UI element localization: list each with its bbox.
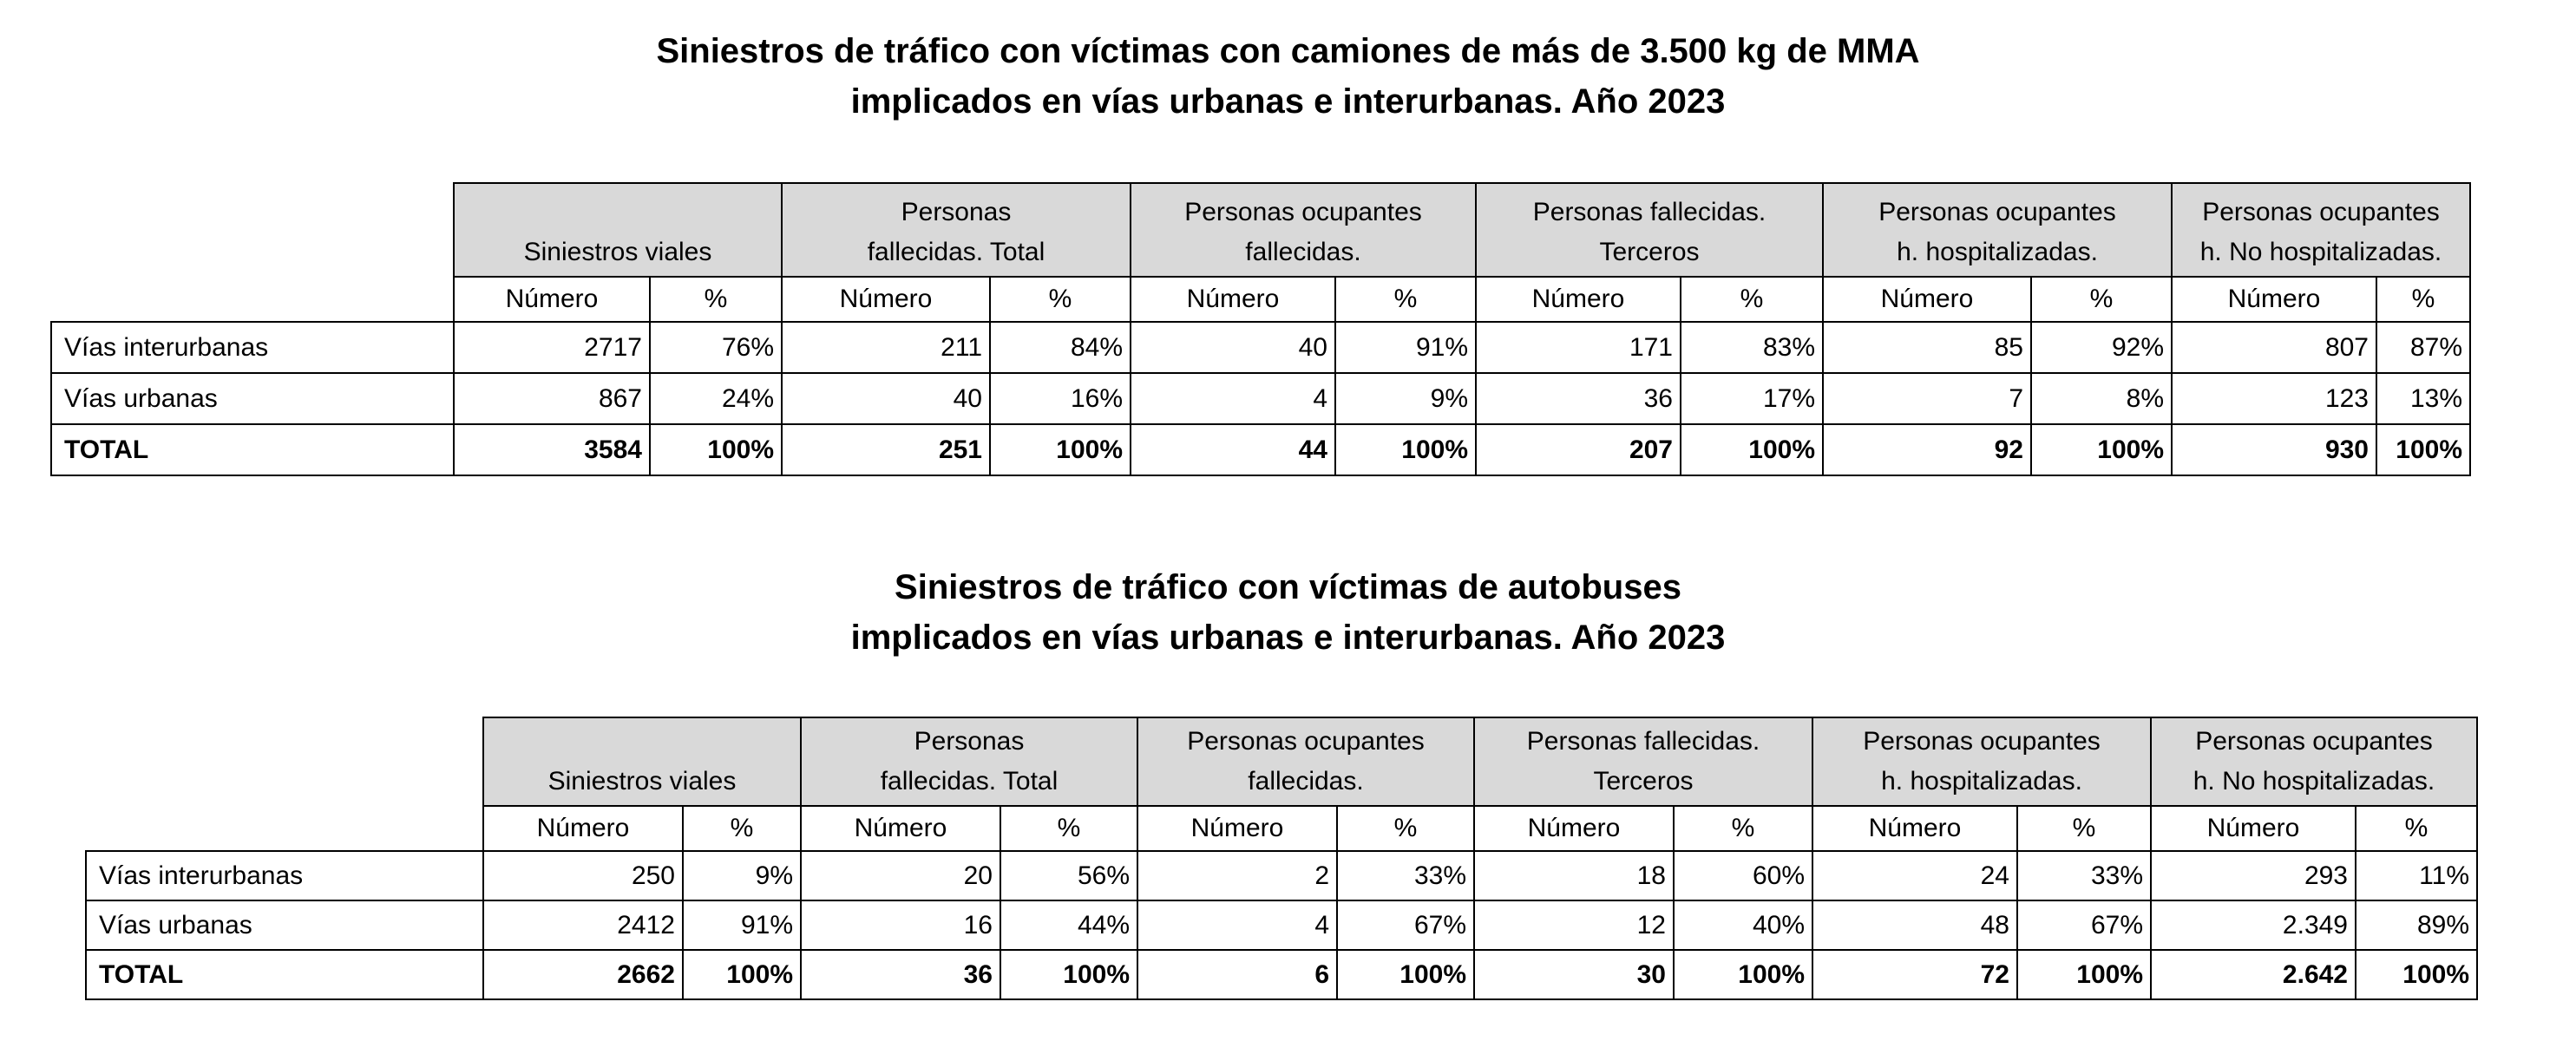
table2-subheader-numero: Número [2151,806,2356,851]
table1-cell-percent: 24% [650,373,782,424]
table1-cell-numero: 867 [454,373,650,424]
table1-cell-numero: 211 [782,322,990,373]
table1-group-fallecidas-terceros [1476,183,1823,277]
table2-group-fallecidas-total [801,717,1137,806]
table2-cell-percent: 100% [1000,950,1137,999]
table1-cell-numero: 807 [2172,322,2376,373]
table2-subheader-numero: Número [483,806,683,851]
table2-cell-numero: 30 [1474,950,1674,999]
table2-group-no-hospitalizadas [2151,717,2477,806]
table1-cell-percent: 100% [2376,424,2470,475]
table1-cell-percent: 100% [990,424,1131,475]
table1-group-hospitalizadas [1823,183,2172,277]
table2-subheader-percent: % [1337,806,1474,851]
table1-camiones [50,182,2471,476]
table1-group-2-line1: Personas ocupantes [1184,198,1422,226]
table1-cell-percent: 84% [990,322,1131,373]
table1-cell-percent: 92% [2031,322,2172,373]
table2-title-line1: Siniestros de tráfico con víctimas de autobuses [895,568,1681,606]
table2-cell-numero: 20 [801,851,1000,900]
table2-cell-percent: 11% [2356,851,2477,900]
table2-group-4-line1: Personas ocupantes [1863,727,2101,756]
table2-group-4-line2: h. hospitalizadas. [1881,767,2082,795]
table1-subheader-percent: % [1335,277,1476,322]
table2-cell-percent: 89% [2356,900,2477,950]
table1-subheader-numero: Número [1823,277,2031,322]
table2-subheader-percent: % [1000,806,1137,851]
table1-row-label: Vías interurbanas [51,322,454,373]
table1-subheader-percent: % [650,277,782,322]
table2-cell-percent: 33% [2017,851,2151,900]
table1-cell-numero: 2717 [454,322,650,373]
table2-group-header-row [86,717,2477,806]
table2-cell-percent: 100% [2356,950,2477,999]
table1-group-4-line1: Personas ocupantes [1878,198,2116,226]
table2-row-label: TOTAL [86,950,483,999]
table2-row-1 [86,900,2477,950]
table2-cell-percent: 60% [1674,851,1812,900]
table1-row-1 [51,373,2470,424]
table2-subheader-percent: % [2356,806,2477,851]
table2-cell-numero: 250 [483,851,683,900]
table1-cell-percent: 100% [650,424,782,475]
table2-cell-numero: 4 [1137,900,1337,950]
table1-cell-percent: 8% [2031,373,2172,424]
table1-cell-percent: 9% [1335,373,1476,424]
table2-cell-numero: 2 [1137,851,1337,900]
table1-group-1-line2: fallecidas. Total [867,238,1045,266]
table1-group-2-line2: fallecidas. [1245,238,1361,266]
table2-cell-numero: 2.349 [2151,900,2356,950]
table2-row-label: Vías urbanas [86,900,483,950]
table2-subheader-percent: % [683,806,801,851]
table2-cell-numero: 48 [1812,900,2017,950]
table2-cell-percent: 9% [683,851,801,900]
table2-group-ocupantes-fallecidas [1137,717,1474,806]
table2-title-line2: implicados en vías urbanas e interurbanas. Año 2023 [850,619,1726,657]
table2-group-2-line1: Personas ocupantes [1187,727,1425,756]
table2-cell-percent: 33% [1337,851,1474,900]
table1-row-label: TOTAL [51,424,454,475]
table1-row-0 [51,322,2470,373]
table2-subheader-numero: Número [1812,806,2017,851]
table1-cell-percent: 100% [1681,424,1823,475]
table2-cell-numero: 72 [1812,950,2017,999]
table1-cell-percent: 100% [2031,424,2172,475]
table2-corner [86,717,483,806]
table2-group-hospitalizadas [1812,717,2151,806]
table1-subheader-numero: Número [2172,277,2376,322]
table2-cell-numero: 2412 [483,900,683,950]
table1-subheader-percent: % [2376,277,2470,322]
table1-title-line1: Siniestros de tráfico con víctimas con camiones de más de 3.500 kg de MMA [656,32,1920,70]
table2-cell-percent: 100% [1337,950,1474,999]
table2-cell-percent: 67% [2017,900,2151,950]
table1-subheader-numero: Número [1131,277,1335,322]
table1-group-header-row [51,183,2470,277]
table1-cell-percent: 17% [1681,373,1823,424]
table1-cell-percent: 83% [1681,322,1823,373]
table1-group-3-line1: Personas fallecidas. [1532,198,1766,226]
table1-group-4-line2: h. hospitalizadas. [1897,238,2098,266]
table2-cell-percent: 56% [1000,851,1137,900]
table1-corner [51,183,454,277]
table1-subheader-percent: % [1681,277,1823,322]
table2-cell-numero: 12 [1474,900,1674,950]
table1-cell-percent: 76% [650,322,782,373]
table1-group-1-line1: Personas [901,198,1012,226]
table1-group-ocupantes-fallecidas [1131,183,1476,277]
table1-subheader-percent: % [2031,277,2172,322]
table1-title-line2: implicados en vías urbanas e interurbanas. Año 2023 [850,82,1726,121]
table2-group-0-line2: Siniestros viales [547,767,737,795]
table2-row-0 [86,851,2477,900]
table2-group-1-line1: Personas [914,727,1025,756]
table1-subheader-numero: Número [1476,277,1681,322]
table2-cell-numero: 24 [1812,851,2017,900]
table2-subheader-row [86,806,2477,851]
table2-group-siniestros [483,717,801,806]
table2-cell-percent: 100% [2017,950,2151,999]
table1-subheader-blank [51,277,454,322]
table1-cell-numero: 123 [2172,373,2376,424]
table1-group-no-hospitalizadas [2172,183,2470,277]
table2-cell-percent: 100% [683,950,801,999]
table1-row-2 [51,424,2470,475]
table1-cell-numero: 36 [1476,373,1681,424]
table2-cell-percent: 67% [1337,900,1474,950]
table2-group-3-line1: Personas fallecidas. [1526,727,1760,756]
table1-cell-numero: 4 [1131,373,1335,424]
table2-cell-percent: 100% [1674,950,1812,999]
table2-subheader-numero: Número [801,806,1000,851]
table1-cell-numero: 40 [1131,322,1335,373]
table1-subheader-percent: % [990,277,1131,322]
table1-group-3-line2: Terceros [1599,238,1700,266]
table1-title [0,26,2576,127]
table2-group-1-line2: fallecidas. Total [880,767,1059,795]
table1-group-0-line2: Siniestros viales [523,238,712,266]
table1-cell-numero: 171 [1476,322,1681,373]
table2-subheader-numero: Número [1474,806,1674,851]
table2-cell-numero: 18 [1474,851,1674,900]
table1-cell-numero: 92 [1823,424,2031,475]
table1-cell-numero: 930 [2172,424,2376,475]
table1-cell-percent: 100% [1335,424,1476,475]
table2-cell-numero: 16 [801,900,1000,950]
table2-cell-percent: 91% [683,900,801,950]
table1-group-siniestros [454,183,782,277]
table1-subheader-numero: Número [454,277,650,322]
table2-subheader-percent: % [1674,806,1812,851]
table1-cell-percent: 16% [990,373,1131,424]
table2-cell-numero: 36 [801,950,1000,999]
table2-cell-percent: 44% [1000,900,1137,950]
table1-subheader-numero: Número [782,277,990,322]
table2-cell-numero: 2662 [483,950,683,999]
table2-group-2-line2: fallecidas. [1248,767,1364,795]
table1-cell-numero: 7 [1823,373,2031,424]
table2-group-3-line2: Terceros [1593,767,1694,795]
table2-group-5-line2: h. No hospitalizadas. [2193,767,2435,795]
table2-autobuses [85,717,2478,1000]
table1-cell-numero: 44 [1131,424,1335,475]
table1-body [51,322,2470,475]
table1-group-5-line1: Personas ocupantes [2202,198,2440,226]
table2-group-5-line1: Personas ocupantes [2195,727,2433,756]
table1-cell-percent: 13% [2376,373,2470,424]
table2-subheader-numero: Número [1137,806,1337,851]
table1-subheader-row [51,277,2470,322]
table1-row-label: Vías urbanas [51,373,454,424]
table1-cell-percent: 87% [2376,322,2470,373]
table2-subheader-blank [86,806,483,851]
table2-group-fallecidas-terceros [1474,717,1812,806]
table1-group-fallecidas-total [782,183,1131,277]
table1-cell-numero: 85 [1823,322,2031,373]
table2-subheader-percent: % [2017,806,2151,851]
table2-body [86,851,2477,999]
table1-cell-numero: 40 [782,373,990,424]
table1-cell-percent: 91% [1335,322,1476,373]
table2-row-label: Vías interurbanas [86,851,483,900]
table2-cell-percent: 40% [1674,900,1812,950]
table2-cell-numero: 293 [2151,851,2356,900]
table2-row-2 [86,950,2477,999]
table1-cell-numero: 207 [1476,424,1681,475]
table1-group-5-line2: h. No hospitalizadas. [2199,238,2442,266]
table2-cell-numero: 6 [1137,950,1337,999]
table1-cell-numero: 3584 [454,424,650,475]
table1-cell-numero: 251 [782,424,990,475]
table2-title [0,562,2576,663]
table2-cell-numero: 2.642 [2151,950,2356,999]
